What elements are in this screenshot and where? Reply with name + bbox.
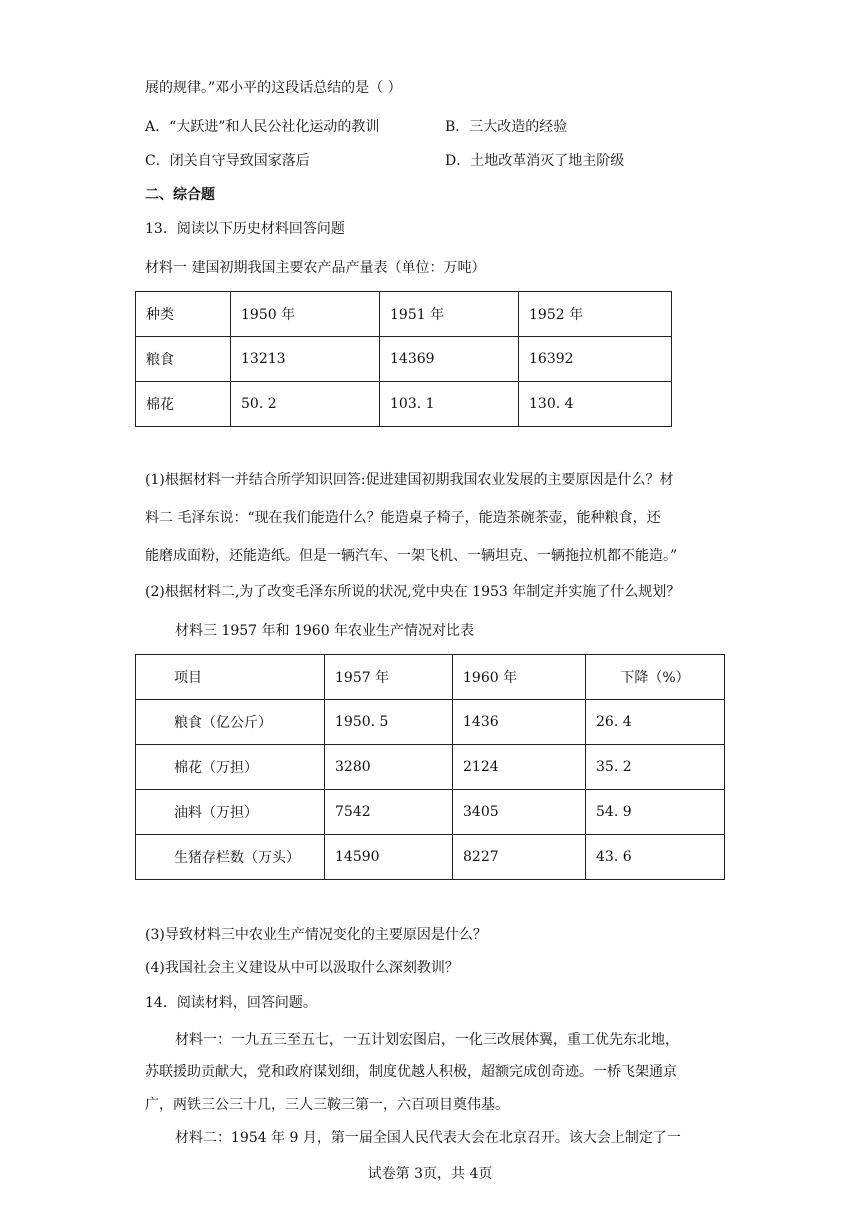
- table-cell: 35. 2: [586, 745, 725, 790]
- q12-option-a: A．“大跃进”和人民公社化运动的教训: [145, 119, 380, 135]
- q13-paragraph-5: (3)导致材料三中农业生产情况变化的主要原因是什么？: [145, 927, 487, 943]
- table-row: [136, 790, 725, 835]
- q14-material1-line3: 广，两铁三公三十几，三人三鞍三第一，六百项目奠伟基。: [145, 1097, 509, 1113]
- table-cell: 130. 4: [519, 382, 672, 427]
- table-cell: 7542: [325, 790, 453, 835]
- table-cell: 26. 4: [586, 700, 725, 745]
- table-cell: 种类: [136, 292, 231, 337]
- table-cell: 下降（%）: [586, 655, 725, 700]
- table-cell: 1951 年: [380, 292, 519, 337]
- q13-material3-title: 材料三 1957 年和 1960 年农业生产情况对比表: [175, 623, 475, 639]
- section-heading: 二、综合题: [145, 187, 215, 203]
- q13-paragraph-3: 能磨成面粉，还能造纸。但是一辆汽车、一架飞机、一辆坦克、一辆拖拉机都不能造。”: [145, 548, 678, 564]
- table-row: [136, 745, 725, 790]
- table-cell: 1436: [453, 700, 586, 745]
- q12-option-b: B．三大改造的经验: [445, 119, 568, 135]
- table-cell: 16392: [519, 337, 672, 382]
- q13-stem: 13．阅读以下历史材料回答问题: [145, 221, 345, 237]
- page-footer: 试卷第 3页，共 4页: [367, 1166, 493, 1182]
- table-cell: 50. 2: [231, 382, 380, 427]
- table-material1: [135, 291, 672, 427]
- q13-paragraph-6: (4)我国社会主义建设从中可以汲取什么深刻教训？: [145, 960, 459, 976]
- table-cell: 油料（万担）: [136, 790, 325, 835]
- table-cell: 生猪存栏数（万头）: [136, 835, 325, 880]
- q12-option-d: D．土地改革消灭了地主阶级: [445, 153, 625, 169]
- q14-material1-line1: 材料一：一九五三至五七，一五计划宏图启，一化三改展体翼，重工优先东北地，: [175, 1032, 679, 1048]
- table-cell: 43. 6: [586, 835, 725, 880]
- table-cell: 棉花: [136, 382, 231, 427]
- table-cell: 项目: [136, 655, 325, 700]
- table-cell: 1950 年: [231, 292, 380, 337]
- q12-stem-tail: 展的规律。”邓小平的这段话总结的是（ ）: [145, 80, 402, 96]
- table-cell: 粮食（亿公斤）: [136, 700, 325, 745]
- table-row: [136, 337, 672, 382]
- q13-material1-title: 材料一 建国初期我国主要农产品产量表（单位：万吨）: [145, 260, 486, 276]
- table-row: [136, 700, 725, 745]
- table-cell: 1960 年: [453, 655, 586, 700]
- table-cell: 13213: [231, 337, 380, 382]
- q13-paragraph-4: (2)根据材料二,为了改变毛泽东所说的状况,党中央在 1953 年制定并实施了什么规划？: [145, 584, 681, 600]
- table-cell: 8227: [453, 835, 586, 880]
- table-cell: 1950. 5: [325, 700, 453, 745]
- table-cell: 14590: [325, 835, 453, 880]
- table-row: [136, 382, 672, 427]
- table-cell: 14369: [380, 337, 519, 382]
- q13-paragraph-2: 料二 毛泽东说：“现在我们能造什么？能造桌子椅子，能造茶碗茶壶，能种粮食，还: [145, 510, 661, 526]
- q14-stem: 14．阅读材料，回答问题。: [145, 995, 317, 1011]
- table-cell: 103. 1: [380, 382, 519, 427]
- table-row: [136, 835, 725, 880]
- table-cell: 1952 年: [519, 292, 672, 337]
- table-row: [136, 655, 725, 700]
- q12-option-c: C．闭关自守导致国家落后: [145, 153, 310, 169]
- q14-material1-line2: 苏联援助贡献大，党和政府谋划细，制度优越人积极，超额完成创奇迹。一桥飞架通京: [145, 1064, 677, 1080]
- table-cell: 1957 年: [325, 655, 453, 700]
- table-row: [136, 292, 672, 337]
- q13-paragraph-1: (1)根据材料一并结合所学知识回答:促进建国初期我国农业发展的主要原因是什么？材: [145, 472, 674, 488]
- table-cell: 3280: [325, 745, 453, 790]
- table-cell: 3405: [453, 790, 586, 835]
- table-cell: 2124: [453, 745, 586, 790]
- table-material3: [135, 654, 725, 880]
- table-cell: 棉花（万担）: [136, 745, 325, 790]
- q14-material2-line1: 材料二：1954 年 9 月，第一届全国人民代表大会在北京召开。该大会上制定了一: [175, 1130, 681, 1146]
- table-cell: 54. 9: [586, 790, 725, 835]
- table-cell: 粮食: [136, 337, 231, 382]
